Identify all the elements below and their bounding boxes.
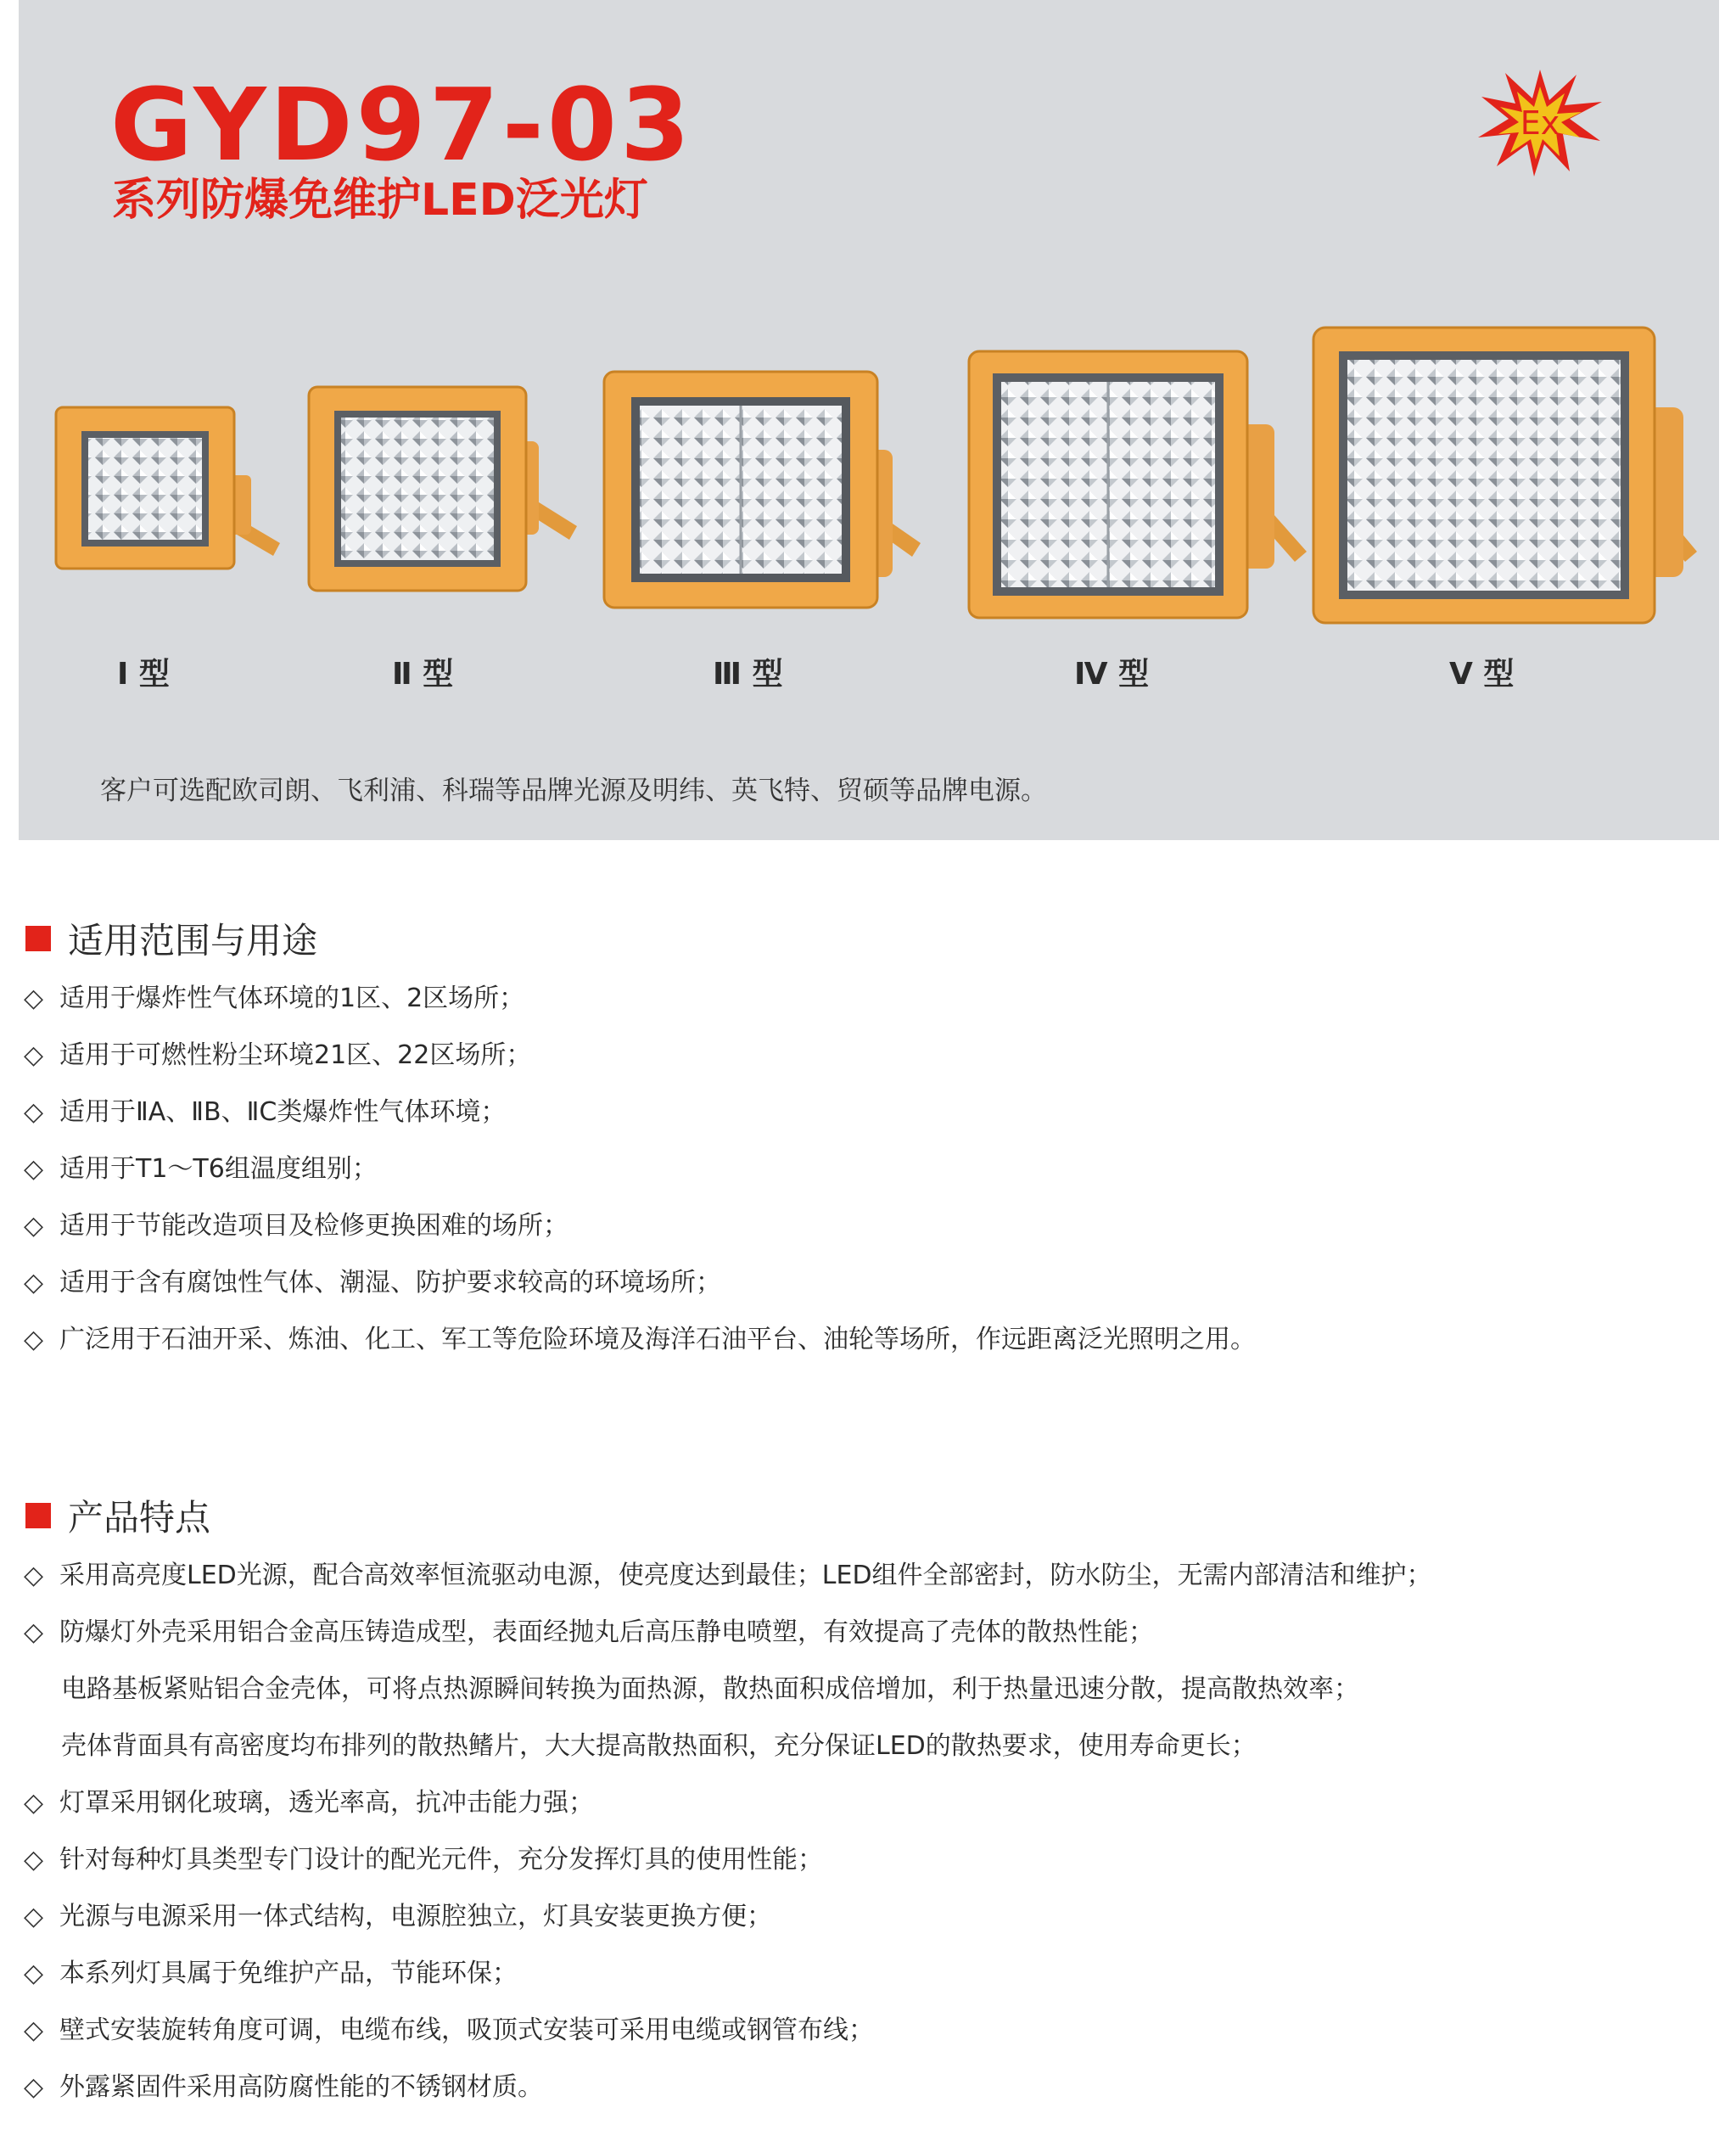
diamond-icon: ◇: [24, 1040, 44, 1070]
section-title: 适用范围与用途: [68, 920, 318, 961]
diamond-icon: ◇: [24, 1325, 44, 1354]
list-item: ◇ 本系列灯具属于免维护产品，节能环保；: [24, 1945, 1432, 2002]
type-label-4: Ⅳ 型: [1074, 657, 1150, 692]
list-item: 电路基板紧贴铝合金壳体，可将点热源瞬间转换为面热源，散热面积成倍增加，利于热量迅速分散，提高散热效率；: [61, 1674, 1359, 1704]
list-item: ◇ 适用于含有腐蚀性气体、潮湿、防护要求较高的环境场所；: [24, 1254, 1256, 1311]
ex-badge-label: Ex: [1520, 104, 1560, 142]
diamond-icon: ◇: [24, 1845, 44, 1875]
type-label-1: Ⅰ 型: [117, 657, 170, 692]
list-item: ◇ 适用于可燃性粉尘环境21区、22区场所；: [24, 1027, 1256, 1084]
diamond-icon: ◇: [24, 2072, 44, 2102]
list-item: ◇ 适用于爆炸性气体环境的1区、2区场所；: [24, 970, 1256, 1027]
list-item: ◇ 外露紧固件采用高防腐性能的不锈钢材质。: [24, 2059, 1432, 2116]
diamond-icon: ◇: [24, 1902, 44, 1931]
list-item: ◇ 针对每种灯具类型专门设计的配光元件，充分发挥灯具的使用性能；: [24, 1831, 1432, 1888]
list-item: ◇ 采用高亮度LED光源，配合高效率恒流驱动电源，使亮度达到最佳；LED组件全部密封，防水防尘，无需内部清洁和维护；: [24, 1547, 1432, 1604]
diamond-icon: ◇: [24, 1097, 44, 1127]
features-list: [24, 1547, 1432, 2116]
red-square-icon: [25, 1503, 51, 1528]
section-heading-usage: [25, 913, 317, 964]
diamond-icon: ◇: [24, 1959, 44, 1988]
diamond-icon: ◇: [24, 984, 44, 1013]
section-title: 产品特点: [68, 1497, 211, 1539]
diamond-icon: ◇: [24, 1561, 44, 1590]
usage-list: [24, 970, 1256, 1368]
list-item: ◇ 防爆灯外壳采用铝合金高压铸造成型，表面经抛丸后高压静电喷塑，有效提高了壳体的散热性能；: [24, 1604, 1432, 1661]
diamond-icon: ◇: [24, 1788, 44, 1818]
list-item: ◇ 适用于ⅡA、ⅡB、ⅡC类爆炸性气体环境；: [24, 1084, 1256, 1141]
diamond-icon: ◇: [24, 2015, 44, 2045]
type-label-3: Ⅲ 型: [713, 657, 783, 692]
list-item: ◇ 广泛用于石油开采、炼油、化工、军工等危险环境及海洋石油平台、油轮等场所，作远距离泛光照明之用。: [24, 1311, 1256, 1368]
lamp-images: [0, 0, 1736, 645]
lamp-type-4: [969, 351, 1307, 618]
list-item: ◇ 壁式安装旋转角度可调，电缆布线，吸顶式安装可采用电缆或钢管布线；: [24, 2002, 1432, 2059]
lamp-type-1: [56, 407, 280, 569]
diamond-icon: ◇: [24, 1268, 44, 1298]
list-item: ◇ 适用于节能改造项目及检修更换困难的场所；: [24, 1197, 1256, 1254]
list-item: ◇ 灯罩采用钢化玻璃，透光率高，抗冲击能力强；: [24, 1774, 1432, 1831]
lamp-type-5: [1313, 328, 1697, 623]
brand-options-note: 客户可选配欧司朗、飞利浦、科瑞等品牌光源及明纬、英飞特、贸硕等品牌电源。: [100, 776, 1047, 806]
lamp-type-3: [604, 372, 921, 608]
list-item: ◇ 适用于T1～T6组温度组别；: [24, 1141, 1256, 1197]
product-subtitle: 系列防爆免维护LED泛光灯: [112, 175, 648, 226]
section-heading-features: [25, 1490, 210, 1541]
type-label-2: Ⅱ 型: [392, 657, 454, 692]
red-square-icon: [25, 926, 51, 951]
lamp-type-2: [309, 387, 577, 591]
diamond-icon: ◇: [24, 1211, 44, 1241]
list-item: ◇ 光源与电源采用一体式结构，电源腔独立，灯具安装更换方便；: [24, 1888, 1432, 1945]
list-item: 壳体背面具有高密度均布排列的散热鳍片，大大提高散热面积，充分保证LED的散热要求，使用寿命更长；: [61, 1731, 1257, 1761]
type-label-5: Ⅴ 型: [1449, 657, 1515, 692]
diamond-icon: ◇: [24, 1154, 44, 1184]
product-model: GYD97-03: [110, 66, 694, 183]
diamond-icon: ◇: [24, 1617, 44, 1647]
